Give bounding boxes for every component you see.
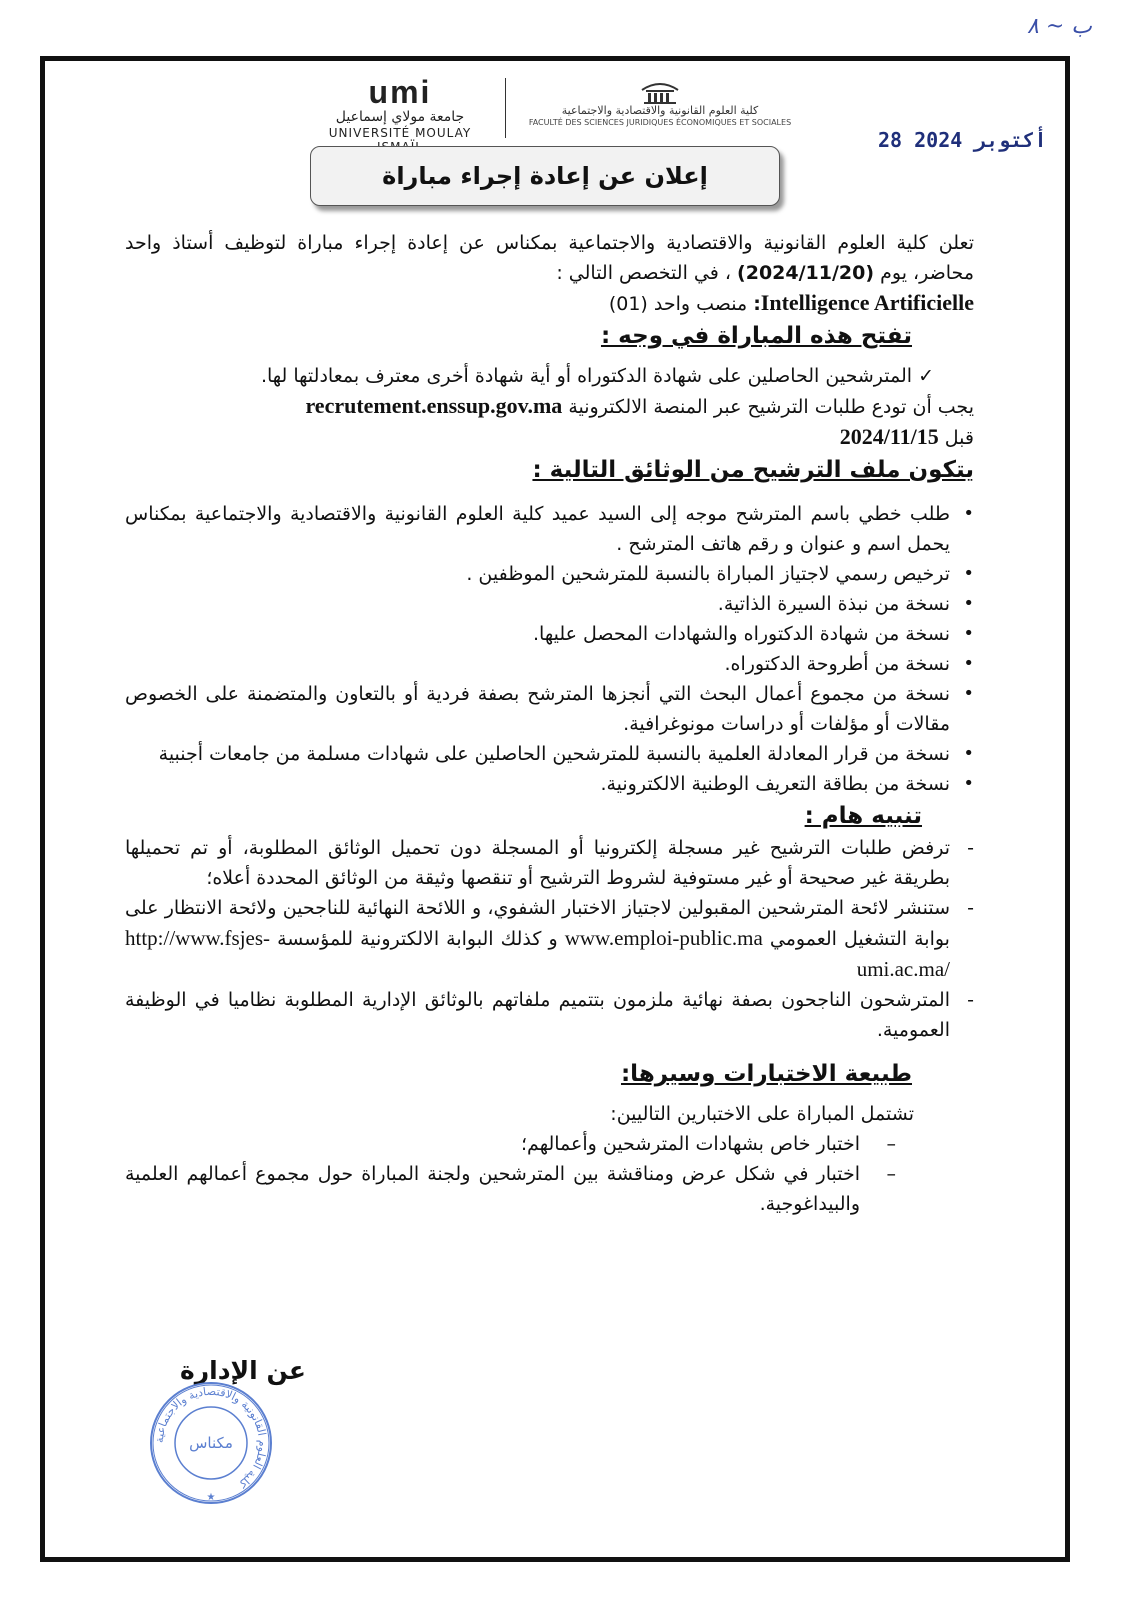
deadline-line	[125, 422, 974, 453]
building-icon	[638, 78, 682, 104]
title-box	[310, 146, 780, 206]
check-icon: ✓	[918, 365, 934, 387]
eligibility-item: ✓ المترشحين الحاصلين على شهادة الدكتوراه أو أية شهادة أخرى معترف بمعادلتها لها.	[260, 365, 934, 387]
test-item: – اختبار في شكل عرض ومناقشة بين المترشحين ولجنة المباراة حول مجموع أعمالهم العلمية والبيداغوجية.	[125, 1159, 914, 1219]
stamp-ring-text: كلية العلوم القانونية والاقتصادية والاجتماعية	[152, 1384, 270, 1491]
announcement-body	[125, 228, 974, 1219]
list-item: • نسخة من مجموع أعمال البحث التي أنجزها المترشح بصفة فردية أو بالتعاون والمتضمنة على الخصوص مقالات أو مؤلفات أو دراسات مونوغرافية.	[125, 679, 974, 739]
signature-label: عن الإدارة	[180, 1356, 307, 1385]
list-item: • نسخة من شهادة الدكتوراه والشهادات المحصل عليها.	[125, 619, 974, 649]
intro-paragraph	[125, 228, 974, 288]
letterhead	[300, 74, 810, 144]
umi-mark: umi	[368, 74, 432, 110]
tests-section	[125, 1099, 974, 1219]
notice-list	[125, 833, 974, 1045]
platform-link: recrutement.enssup.gov.ma	[305, 393, 563, 418]
notice-item-1: - ترفض طلبات الترشيح غير مسجلة إلكترونيا أو المسجلة دون تحميل الوثائق المطلوبة، أو تم تحميلها بطريقة غير صحيحة أو غير مستوفية لشروط الترشيح أو تنقصها وثيقة من الوثائق المحددة أعلاه؛	[125, 833, 974, 893]
star-icon: ★	[206, 1492, 216, 1503]
list-item: • طلب خطي باسم المترشح موجه إلى السيد عميد كلية العلوم القانونية والاقتصادية والاجتماعية بمكناس يحمل اسم و عنوان و رقم هاتف المترشح .	[125, 499, 974, 559]
faculty-name-fr: FACULTÉ DES SCIENCES JURIDIQUES ÉCONOMIQUES ET SOCIALES	[528, 118, 792, 127]
deadline-date: 2024/11/15	[839, 424, 939, 449]
tests-intro: تشتمل المباراة على الاختبارين التاليين:	[610, 1103, 914, 1125]
official-stamp	[146, 1378, 276, 1508]
test-item: – اختبار خاص بشهادات المترشحين وأعمالهم؛	[125, 1129, 914, 1159]
submission-text: يجب أن تودع طلبات الترشيح عبر المنصة الالكترونية	[568, 396, 974, 418]
emploi-public-link: www.emploi-public.ma	[564, 926, 763, 950]
list-item: • نسخة من أطروحة الدكتوراه.	[125, 649, 974, 679]
tests-heading: طبيعة الاختبارات وسيرها:	[620, 1061, 912, 1087]
handwritten-note: ب ~ ٨	[1027, 14, 1092, 39]
faculty-website-link: http://www.fsjes-umi.ac.ma/	[125, 926, 950, 981]
announcement-date: 28 أكتوبر 2024	[878, 128, 1047, 152]
intro-line-1: تعلن كلية العلوم القانونية والاقتصادية والاجتماعية بمكناس عن إعادة	[407, 232, 974, 254]
specialty: Intelligence Artificielle	[760, 290, 974, 315]
exam-date: (2024/11/20)	[737, 262, 875, 284]
notice-item-3: - المترشحون الناجحون بصفة نهائية ملزمون بتتميم ملفاتهم بالوثائق الإدارية المطلوبة نظاميا في الوظيفة العمومية.	[125, 985, 974, 1045]
deadline-prefix: قبل	[944, 427, 974, 449]
notice-heading: تنبيه هام :	[804, 803, 922, 829]
university-name-ar: جامعة مولاي إسماعيل	[335, 109, 465, 125]
list-item: • ترخيص رسمي لاجتياز المباراة بالنسبة للمترشحين الموظفين .	[125, 559, 974, 589]
faculty-logo	[515, 78, 805, 128]
submission-line	[125, 391, 974, 422]
list-item: • نسخة من نبذة السيرة الذاتية.	[125, 589, 974, 619]
intro-line-2b: ، في التخصص التالي :	[556, 262, 731, 284]
stamp-center-text: مكناس	[189, 1434, 233, 1452]
page-title: إعلان عن إعادة إجراء مباراة	[382, 162, 708, 190]
specialty-line: Intelligence Artificielle: منصب واحد (01)	[608, 290, 974, 315]
university-name-fr: UNIVERSITÉ MOULAY	[328, 126, 472, 140]
list-item: • نسخة من بطاقة التعريف الوطنية الالكترونية.	[125, 769, 974, 799]
documents-heading: يتكون ملف الترشيح من الوثائق التالية :	[532, 457, 974, 483]
university-logo	[310, 76, 490, 154]
faculty-name-ar: كلية العلوم القانونية والاقتصادية والاجتماعية	[561, 104, 759, 117]
list-item: • نسخة من قرار المعادلة العلمية بالنسبة للمترشحين الحاصلين على شهادات مسلمة من جامعات أجنبية	[125, 739, 974, 769]
eligibility-heading: تفتح هذه المباراة في وجه :	[600, 323, 912, 349]
intro-line-2a: إجراء مباراة لتوظيف أستاذ واحد محاضر، يوم	[125, 232, 974, 284]
documents-list	[125, 499, 974, 799]
positions: منصب واحد (01)	[608, 293, 748, 315]
header-divider	[505, 78, 506, 138]
notice-item-2: - ستنشر لائحة المترشحين المقبولين لاجتياز الاختبار الشفوي، و اللائحة النهائية للناجحين ولائحة الانتظار على بوابة التشغيل العمومي www.emploi-public.ma و كذلك البوابة الالكترونية للمؤسسة http://www.fsjes-umi.ac.ma/	[125, 893, 974, 985]
